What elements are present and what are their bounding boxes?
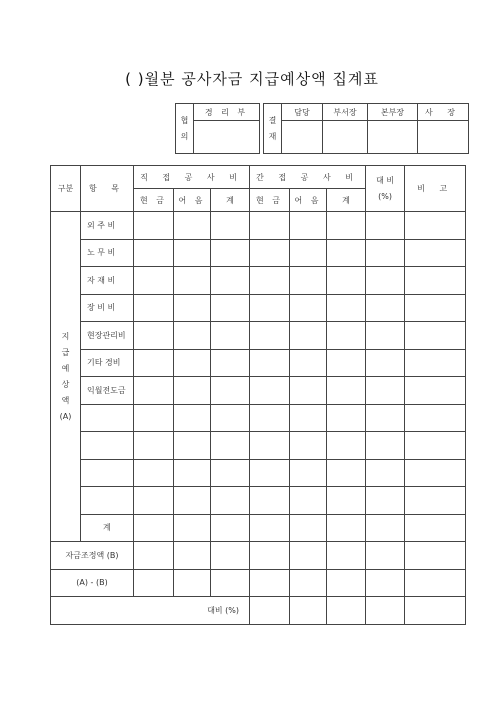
data-cell[interactable] [290,322,327,350]
data-cell[interactable] [327,239,366,267]
data-cell[interactable] [405,404,466,432]
section-label-expected-payment: 지 급 예 상 액 (A) [51,212,81,542]
data-cell[interactable] [250,377,290,405]
data-cell[interactable] [174,569,211,597]
data-cell[interactable] [366,459,405,487]
data-cell[interactable] [134,404,174,432]
data-cell[interactable] [366,487,405,515]
data-cell[interactable] [290,569,327,597]
data-cell[interactable] [134,569,174,597]
sign-header-division-head: 본부장 [368,104,418,121]
data-cell[interactable] [134,377,174,405]
data-cell[interactable] [250,432,290,460]
data-cell[interactable] [405,212,466,240]
data-cell[interactable] [290,294,327,322]
row-label-fund-adjustment: 자금조정액 (B) [51,542,134,570]
data-cell[interactable] [250,597,290,625]
consult-header-accounting: 경 리 부 [194,104,260,121]
data-cell[interactable] [174,212,211,240]
data-cell[interactable] [134,459,174,487]
data-cell[interactable] [327,377,366,405]
sign-header-staff: 담당 [282,104,323,121]
header-ratio: 대 비 (%) [366,166,405,212]
data-cell[interactable] [366,542,405,570]
consult-approval-box [175,103,260,154]
data-cell[interactable] [174,459,211,487]
data-cell[interactable] [211,239,250,267]
data-cell[interactable] [134,267,174,295]
data-cell[interactable] [174,349,211,377]
data-cell[interactable] [366,212,405,240]
data-cell[interactable] [134,212,174,240]
sign-cell-dept-head[interactable] [323,121,368,154]
data-cell[interactable] [366,239,405,267]
data-cell[interactable] [134,349,174,377]
data-cell[interactable] [211,542,250,570]
data-cell[interactable] [327,487,366,515]
data-cell[interactable] [327,432,366,460]
header-gubun: 구분 [51,166,81,212]
data-cell[interactable] [327,404,366,432]
data-cell[interactable] [290,487,327,515]
header-item: 항 목 [81,166,134,212]
data-cell[interactable] [366,349,405,377]
data-cell[interactable] [327,514,366,542]
data-cell[interactable] [174,432,211,460]
sign-side-label: 결 재 [264,104,282,154]
row-label-difference: (A) - (B) [51,569,134,597]
data-cell[interactable] [174,487,211,515]
sub-header-direct-cash: 현 금 [134,189,174,212]
data-cell[interactable] [405,322,466,350]
data-cell[interactable] [405,514,466,542]
data-cell[interactable] [250,569,290,597]
item-label: 장 비 비 [81,294,134,322]
data-cell[interactable] [134,514,174,542]
data-cell[interactable] [327,349,366,377]
data-cell[interactable] [174,322,211,350]
data-cell[interactable] [327,294,366,322]
item-label [81,487,134,515]
data-cell[interactable] [405,267,466,295]
data-cell[interactable] [250,294,290,322]
data-cell[interactable] [174,377,211,405]
data-cell[interactable] [327,569,366,597]
sub-header-indirect-total: 계 [327,189,366,212]
data-cell[interactable] [290,404,327,432]
data-cell[interactable] [211,377,250,405]
data-cell[interactable] [327,267,366,295]
header-direct-cost: 직 접 공 사 비 [134,166,250,189]
item-sum-label: 계 [81,514,134,542]
data-cell[interactable] [174,294,211,322]
data-cell[interactable] [134,322,174,350]
data-cell[interactable] [211,349,250,377]
data-cell[interactable] [405,487,466,515]
data-cell[interactable] [250,349,290,377]
data-cell[interactable] [366,597,405,625]
data-cell[interactable] [211,432,250,460]
data-cell[interactable] [211,487,250,515]
data-cell[interactable] [366,294,405,322]
data-cell[interactable] [174,514,211,542]
data-cell[interactable] [405,569,466,597]
data-cell[interactable] [250,542,290,570]
item-label: 기타 경비 [81,349,134,377]
data-cell[interactable] [250,212,290,240]
data-cell[interactable] [405,239,466,267]
data-cell[interactable] [211,404,250,432]
data-cell[interactable] [366,267,405,295]
data-cell[interactable] [250,459,290,487]
data-cell[interactable] [405,597,466,625]
data-cell[interactable] [290,239,327,267]
data-cell[interactable] [290,349,327,377]
data-cell[interactable] [250,514,290,542]
data-cell[interactable] [211,514,250,542]
sign-cell-staff[interactable] [282,121,323,154]
sub-header-indirect-cash: 현 금 [250,189,290,212]
header-remarks: 비 고 [405,166,466,212]
data-cell[interactable] [366,377,405,405]
data-cell[interactable] [174,239,211,267]
item-label [81,404,134,432]
data-cell[interactable] [134,239,174,267]
data-cell[interactable] [211,294,250,322]
item-label [81,459,134,487]
data-cell[interactable] [211,212,250,240]
data-cell[interactable] [211,267,250,295]
data-cell[interactable] [366,514,405,542]
data-cell[interactable] [290,432,327,460]
data-cell[interactable] [174,542,211,570]
sub-header-direct-bill: 어 음 [174,189,211,212]
sub-header-indirect-bill: 어 음 [290,189,327,212]
data-cell[interactable] [174,404,211,432]
item-label: 익월전도금 [81,377,134,405]
data-cell[interactable] [250,322,290,350]
sub-header-direct-total: 계 [211,189,250,212]
data-cell[interactable] [327,459,366,487]
data-cell[interactable] [211,569,250,597]
data-cell[interactable] [134,294,174,322]
data-cell[interactable] [290,597,327,625]
data-cell[interactable] [211,459,250,487]
data-cell[interactable] [250,404,290,432]
data-cell[interactable] [327,322,366,350]
sign-header-president: 사 장 [418,104,469,121]
item-label: 현장관리비 [81,322,134,350]
fund-summary-table [50,165,466,625]
data-cell[interactable] [290,459,327,487]
data-cell[interactable] [327,542,366,570]
data-cell[interactable] [250,267,290,295]
data-cell[interactable] [134,432,174,460]
header-indirect-cost: 간 접 공 사 비 [250,166,366,189]
data-cell[interactable] [250,487,290,515]
sign-header-dept-head: 부서장 [323,104,368,121]
data-cell[interactable] [366,322,405,350]
item-label [81,432,134,460]
data-cell[interactable] [366,432,405,460]
data-cell[interactable] [366,569,405,597]
data-cell[interactable] [290,514,327,542]
data-cell[interactable] [290,267,327,295]
data-cell[interactable] [405,377,466,405]
sign-cell-division-head[interactable] [368,121,418,154]
data-cell[interactable] [327,597,366,625]
data-cell[interactable] [405,349,466,377]
data-cell[interactable] [211,322,250,350]
row-label-ratio: 대비 (%) [51,597,250,625]
data-cell[interactable] [405,432,466,460]
consult-side-label: 협 의 [176,104,194,154]
data-cell[interactable] [327,212,366,240]
item-label: 자 재 비 [81,267,134,295]
data-cell[interactable] [250,239,290,267]
consult-sign-cell[interactable] [194,121,260,154]
data-cell[interactable] [366,404,405,432]
data-cell[interactable] [134,542,174,570]
item-label: 노 무 비 [81,239,134,267]
data-cell[interactable] [290,542,327,570]
sign-approval-box [263,103,469,154]
data-cell[interactable] [290,212,327,240]
data-cell[interactable] [290,377,327,405]
page-title: ( )월분 공사자금 지급예상액 집계표 [125,70,379,88]
sign-cell-president[interactable] [418,121,469,154]
data-cell[interactable] [405,542,466,570]
data-cell[interactable] [174,267,211,295]
item-label: 외 주 비 [81,212,134,240]
data-cell[interactable] [405,459,466,487]
data-cell[interactable] [134,487,174,515]
data-cell[interactable] [405,294,466,322]
